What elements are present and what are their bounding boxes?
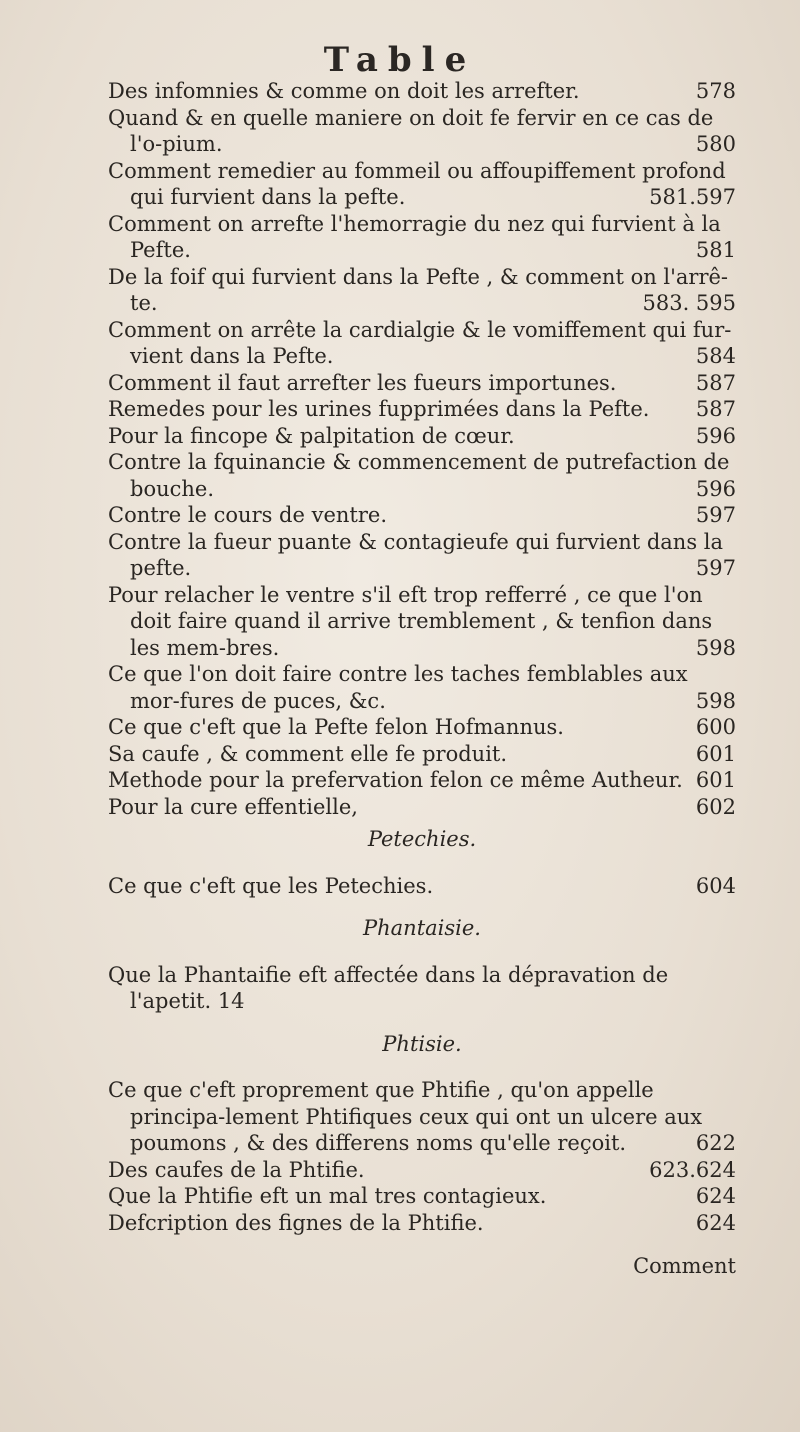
index-entry bbox=[108, 714, 736, 741]
index-entry bbox=[108, 1210, 736, 1237]
index-entry bbox=[108, 1157, 736, 1184]
entry-text: Comment il faut arrefter les fueurs importunes. bbox=[108, 370, 617, 395]
entry-text: Des infomnies & comme on doit les arrefter. bbox=[108, 79, 580, 103]
entry-text: Comment on arrefte l'hemorragie du nez qui furvient à la Pefte. bbox=[108, 211, 721, 262]
index-entry bbox=[108, 105, 736, 158]
section-heading-petechies: Petechies. bbox=[367, 827, 477, 851]
index-entry bbox=[108, 767, 736, 794]
index-entry bbox=[108, 529, 736, 582]
index-entry bbox=[108, 78, 736, 105]
index-entry bbox=[108, 396, 736, 423]
entry-text: Quand & en quelle maniere on doit fe fervir en ce cas de l'o-pium. bbox=[108, 105, 714, 156]
entry-page-number: 596 bbox=[695, 476, 736, 501]
entry-text: Ce que c'eft proprement que Phtifie , qu'on appelle principa-lement Phtifiques ceux qui ont un ulcere aux poumons , & des differens noms qu'elle reçoit. bbox=[108, 1078, 703, 1155]
section-heading-phantaisie: Phantaisie. bbox=[363, 916, 481, 940]
entry-page-number: 624 bbox=[695, 1184, 736, 1208]
index-entry bbox=[108, 661, 736, 714]
running-head: Table bbox=[323, 40, 477, 80]
entry-page-number: 623.624 bbox=[649, 1157, 736, 1182]
entry-text: Ce que l'on doit faire contre les taches femblables aux mor-fures de puces, &c. bbox=[108, 662, 688, 713]
entry-text: Pour la cure effentielle, bbox=[108, 794, 358, 819]
entries-group-phtisie bbox=[108, 1077, 736, 1236]
entry-page-number: 604 bbox=[695, 873, 736, 898]
entry-text: Contre le cours de ventre. bbox=[108, 503, 387, 527]
entry-text: De la foif qui furvient dans la Pefte , & comment on l'arrê-te. bbox=[108, 264, 729, 315]
entry-page-number: 587 bbox=[695, 370, 736, 395]
index-entry bbox=[108, 1183, 736, 1210]
entry-text: Ce que c'eft que les Petechies. bbox=[108, 873, 434, 898]
entry-text: Comment remedier au fommeil ou affoupiffement profond qui furvient dans la pefte. bbox=[108, 158, 726, 209]
section-heading-phtisie: Phtisie. bbox=[382, 1031, 462, 1056]
entry-text: Que la Phtifie eft un mal tres contagieux. bbox=[108, 1184, 547, 1208]
entry-text: Defcription des fignes de la Phtifie. bbox=[108, 1210, 484, 1235]
entry-page-number: 581 bbox=[695, 238, 736, 262]
index-entry bbox=[108, 317, 736, 370]
entry-page-number: 598 bbox=[695, 688, 736, 713]
index-entry bbox=[108, 423, 736, 450]
entry-page-number: 581.597 bbox=[649, 185, 736, 209]
entry-text: Des caufes de la Phtifie. bbox=[108, 1157, 365, 1182]
index-entry bbox=[108, 1077, 736, 1157]
index-entries bbox=[108, 78, 736, 1236]
entries-group-phantaisie bbox=[108, 962, 736, 1015]
index-entry bbox=[108, 582, 736, 662]
entry-text: Methode pour la prefervation felon ce même Autheur. bbox=[108, 768, 683, 792]
entry-text: Que la Phantaifie eft affectée dans la dépravation de l'apetit. 14 bbox=[108, 962, 669, 1013]
entry-page-number: 622 bbox=[695, 1131, 736, 1155]
entry-page-number: 601 bbox=[695, 768, 736, 792]
entry-page-number: 602 bbox=[695, 794, 736, 819]
entry-page-number: 587 bbox=[695, 397, 736, 421]
index-entry bbox=[108, 211, 736, 264]
entries-group-petechies bbox=[108, 873, 736, 900]
index-entry bbox=[108, 873, 736, 900]
entry-page-number: 601 bbox=[695, 741, 736, 766]
entry-text: Sa caufe , & comment elle fe produit. bbox=[108, 741, 508, 766]
entry-text: Contre la fueur puante & contagieufe qui furvient dans la pefte. bbox=[108, 529, 724, 580]
index-entry bbox=[108, 741, 736, 768]
entry-text: Remedes pour les urines fupprimées dans la Pefte. bbox=[108, 397, 650, 421]
catchword: Comment bbox=[633, 1254, 736, 1278]
index-entry bbox=[108, 370, 736, 397]
entry-page-number: 597 bbox=[695, 556, 736, 580]
entry-page-number: 596 bbox=[695, 423, 736, 448]
entry-text: Pour relacher le ventre s'il eft trop refferré , ce que l'on doit faire quand il arrive tremblement , & tenfion dans les mem-bres. bbox=[108, 582, 713, 660]
index-entry bbox=[108, 962, 736, 1015]
entry-page-number: 584 bbox=[695, 344, 736, 368]
entry-page-number: 600 bbox=[695, 715, 736, 739]
entry-text: Ce que c'eft que la Pefte felon Hofmannus. bbox=[108, 715, 564, 739]
index-entry bbox=[108, 794, 736, 821]
entry-page-number: 580 bbox=[695, 132, 736, 156]
entry-page-number: 598 bbox=[695, 635, 736, 660]
index-entry bbox=[108, 158, 736, 211]
index-entry bbox=[108, 264, 736, 317]
entry-page-number: 624 bbox=[695, 1210, 736, 1235]
entry-page-number: 597 bbox=[695, 503, 736, 527]
entry-text: Comment on arrête la cardialgie & le vomiffement qui fur-vient dans la Pefte. bbox=[108, 317, 732, 368]
entries-group-peste bbox=[108, 78, 736, 820]
entry-page-number: 578 bbox=[695, 79, 736, 103]
entry-page-number: 583. 595 bbox=[642, 291, 736, 315]
index-entry bbox=[108, 502, 736, 529]
entry-text: Pour la fincope & palpitation de cœur. bbox=[108, 423, 515, 448]
entry-text: Contre la fquinancie & commencement de putrefaction de bouche. bbox=[108, 450, 730, 501]
index-entry bbox=[108, 449, 736, 502]
